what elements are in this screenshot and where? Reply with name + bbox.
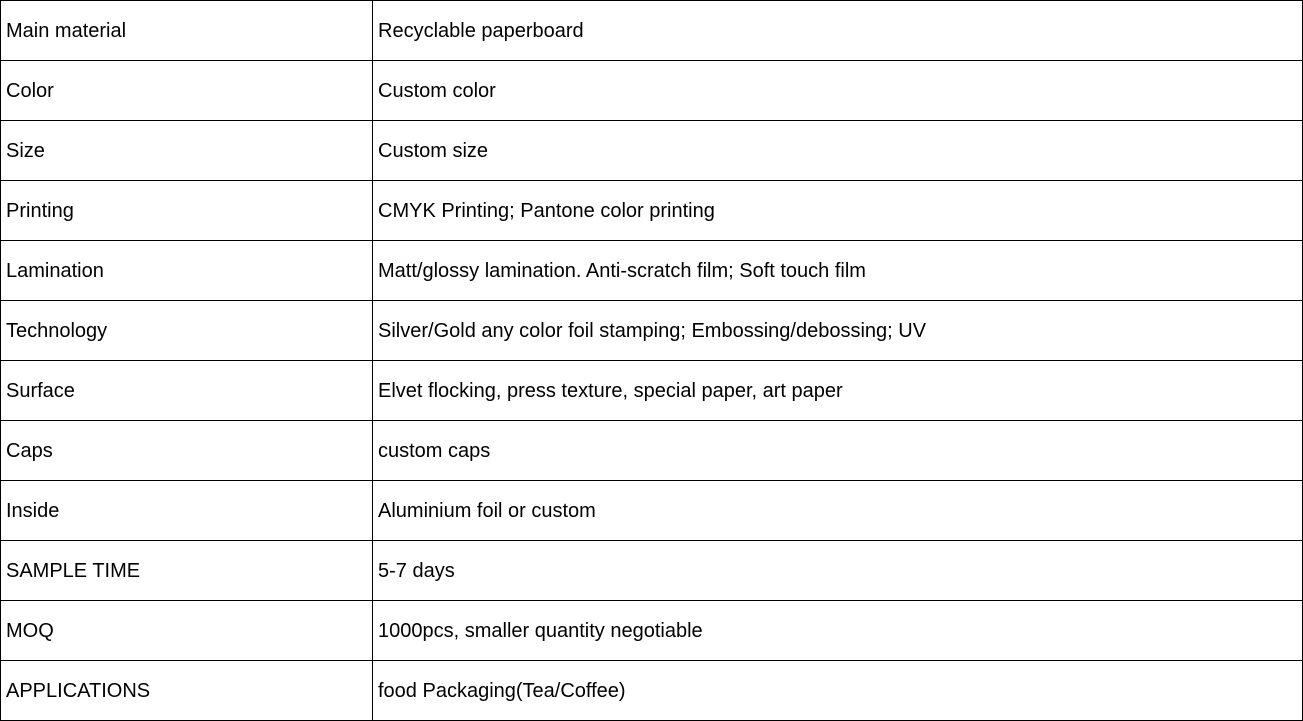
table-row — [1, 661, 1303, 721]
table-row — [1, 61, 1303, 121]
row-value: 5-7 days — [373, 541, 1303, 601]
table-row — [1, 241, 1303, 301]
table-row — [1, 601, 1303, 661]
table-row — [1, 481, 1303, 541]
row-label: Caps — [1, 421, 373, 481]
spec-table-body — [1, 1, 1303, 721]
row-value: Aluminium foil or custom — [373, 481, 1303, 541]
row-label: Color — [1, 61, 373, 121]
row-label: Technology — [1, 301, 373, 361]
row-value: Matt/glossy lamination. Anti-scratch film; Soft touch film — [373, 241, 1303, 301]
table-row — [1, 421, 1303, 481]
row-value: food Packaging(Tea/Coffee) — [373, 661, 1303, 721]
row-value: custom caps — [373, 421, 1303, 481]
row-value: Silver/Gold any color foil stamping; Embossing/debossing; UV — [373, 301, 1303, 361]
row-value: Recyclable paperboard — [373, 1, 1303, 61]
row-label: APPLICATIONS — [1, 661, 373, 721]
row-value: Custom size — [373, 121, 1303, 181]
row-label: Inside — [1, 481, 373, 541]
table-row — [1, 181, 1303, 241]
row-value: Elvet flocking, press texture, special paper, art paper — [373, 361, 1303, 421]
row-value: Custom color — [373, 61, 1303, 121]
row-label: SAMPLE TIME — [1, 541, 373, 601]
row-label: Size — [1, 121, 373, 181]
row-label: MOQ — [1, 601, 373, 661]
table-row — [1, 541, 1303, 601]
row-value: 1000pcs, smaller quantity negotiable — [373, 601, 1303, 661]
table-row — [1, 1, 1303, 61]
row-label: Lamination — [1, 241, 373, 301]
row-value: CMYK Printing; Pantone color printing — [373, 181, 1303, 241]
row-label: Surface — [1, 361, 373, 421]
table-row — [1, 361, 1303, 421]
row-label: Main material — [1, 1, 373, 61]
table-row — [1, 301, 1303, 361]
table-row — [1, 121, 1303, 181]
row-label: Printing — [1, 181, 373, 241]
